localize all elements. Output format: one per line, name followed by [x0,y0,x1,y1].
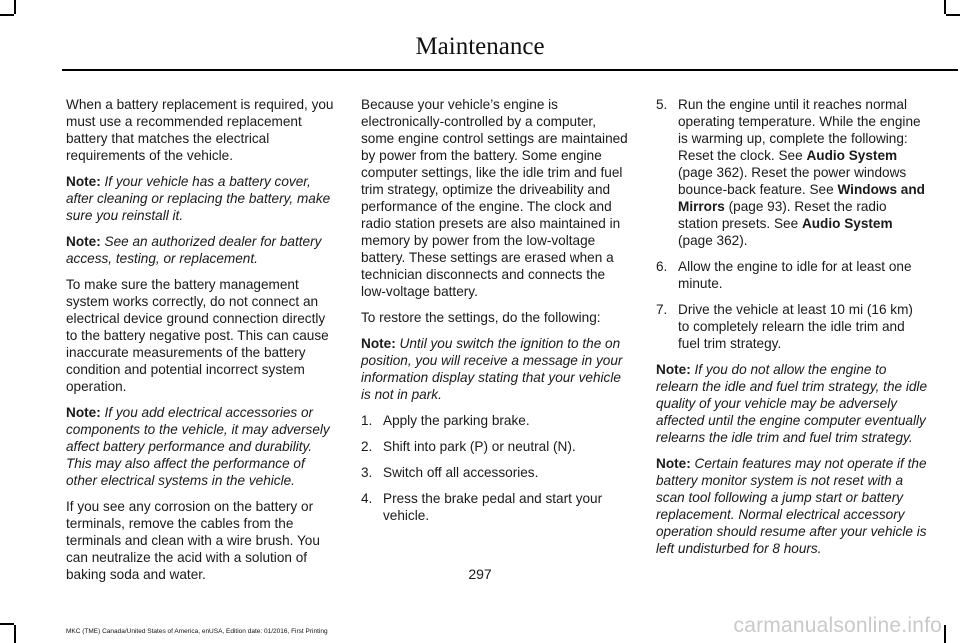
crop-mark [944,0,946,14]
note [66,173,338,224]
crop-mark [14,625,16,643]
list-item [361,490,631,524]
step-text: Run the engine until it reaches normal operating temperature. While the engine is warming up, complete the following: Reset the clock. See [678,97,921,163]
step-text: (page 362). [678,233,748,248]
watermark: carmanualsonline.info [733,614,942,637]
note-text: See an authorized dealer for battery access, testing, or replacement. [66,234,322,266]
note [656,455,928,557]
column-2 [361,96,631,533]
list-item [361,412,631,429]
step-number: 6. [656,259,668,274]
list-item [361,464,631,481]
step-text: Drive the vehicle at least 10 mi (16 km) to completely relearn the idle trim and fuel trim strategy. [678,302,913,351]
paragraph: To restore the settings, do the following: [361,310,601,325]
note-label: Note: [656,362,691,377]
note-label: Note: [66,405,101,420]
crop-mark [0,623,14,625]
step-text: (page 93). Reset the radio station presets. See [678,199,887,231]
column-1 [66,96,338,592]
step-number: 5. [656,97,668,112]
note [656,361,928,446]
note [66,233,338,267]
note-label: Note: [66,174,101,189]
paragraph: When a battery replacement is required, you must use a recommended replacement battery that matches the electrical requirements of the vehicle. [66,97,334,163]
note-label: Note: [656,456,691,471]
note-text: If you add electrical accessories or components to the vehicle, it may adversely affect battery performance and durability. This may also affect the performance of other electrical systems in the vehicle. [66,405,330,488]
paragraph: Because your vehicle’s engine is electronically-controlled by a computer, some engine control settings are maintained by power from the battery. Some engine computer settings, like the idle trim and fuel trim strategy, optimize the driveability and performance of the engine. The clock and radio station presets are also maintained in memory by power from the low-voltage battery. These settings are erased when a technician disconnects and connects the low-voltage battery. [361,97,628,299]
note-text: If you do not allow the engine to relearn the idle and fuel trim strategy, the idle quality of your vehicle may be adversely affected until the engine computer eventually relearns the idle trim and fuel trim strategy. [656,362,928,445]
page-title: Maintenance [415,33,545,60]
crop-mark [14,0,16,14]
note [66,404,338,489]
step-number: 4. [361,491,373,506]
paragraph: If you see any corrosion on the battery or terminals, remove the cables from the terminals and clean with a wire brush. You can neutralize the acid with a solution of baking soda and water. [66,499,320,582]
step-text: Switch off all accessories. [383,465,539,480]
crop-mark [0,14,14,16]
paragraph: To make sure the battery management system works correctly, do not connect an electrical device ground connection directly to the battery negative post. This can cause inaccurate measurements of the battery condition and potential incorrect system operation. [66,277,329,394]
column-3 [656,96,928,566]
note-text: Until you switch the ignition to the on position, you will receive a message in your information display stating that your vehicle is not in park. [361,336,623,402]
step-number: 3. [361,465,373,480]
list-item [656,96,928,249]
steps-list [361,412,631,524]
header-divider [62,69,958,71]
list-item [656,301,928,352]
step-number: 2. [361,439,373,454]
step-text: Allow the engine to idle for at least one minute. [678,259,912,291]
step-text: Apply the parking brake. [383,413,530,428]
note-text: If your vehicle has a battery cover, after cleaning or replacing the battery, make sure you reinstall it. [66,174,331,223]
note-text: Certain features may not operate if the battery monitor system is not reset with a scan tool following a jump start or battery replacement. Normal electrical accessory operation should resume after your vehicle is left undisturbed for 8 hours. [656,456,927,556]
step-text: (page 362). Reset the power windows bounce-back feature. See [678,165,907,197]
cross-reference-link[interactable]: Windows and Mirrors [678,182,925,214]
list-item [361,438,631,455]
steps-list [656,96,928,352]
list-item [656,258,928,292]
cross-reference-link[interactable]: Audio System [801,216,893,231]
note-label: Note: [66,234,101,249]
crop-mark [946,14,960,16]
note [361,335,631,403]
step-text: Shift into park (P) or neutral (N). [383,439,576,454]
note-label: Note: [361,336,396,351]
step-text: Press the brake pedal and start your vehicle. [383,491,603,523]
step-number: 7. [656,302,668,317]
step-number: 1. [361,413,373,428]
cross-reference-link[interactable]: Audio System [806,148,898,163]
crop-mark [944,625,946,643]
edition-footer: MKC (TME) Canada/United States of America, enUSA, Edition date: 01/2016, First Printing [66,628,328,635]
page-number: 297 [468,566,492,582]
